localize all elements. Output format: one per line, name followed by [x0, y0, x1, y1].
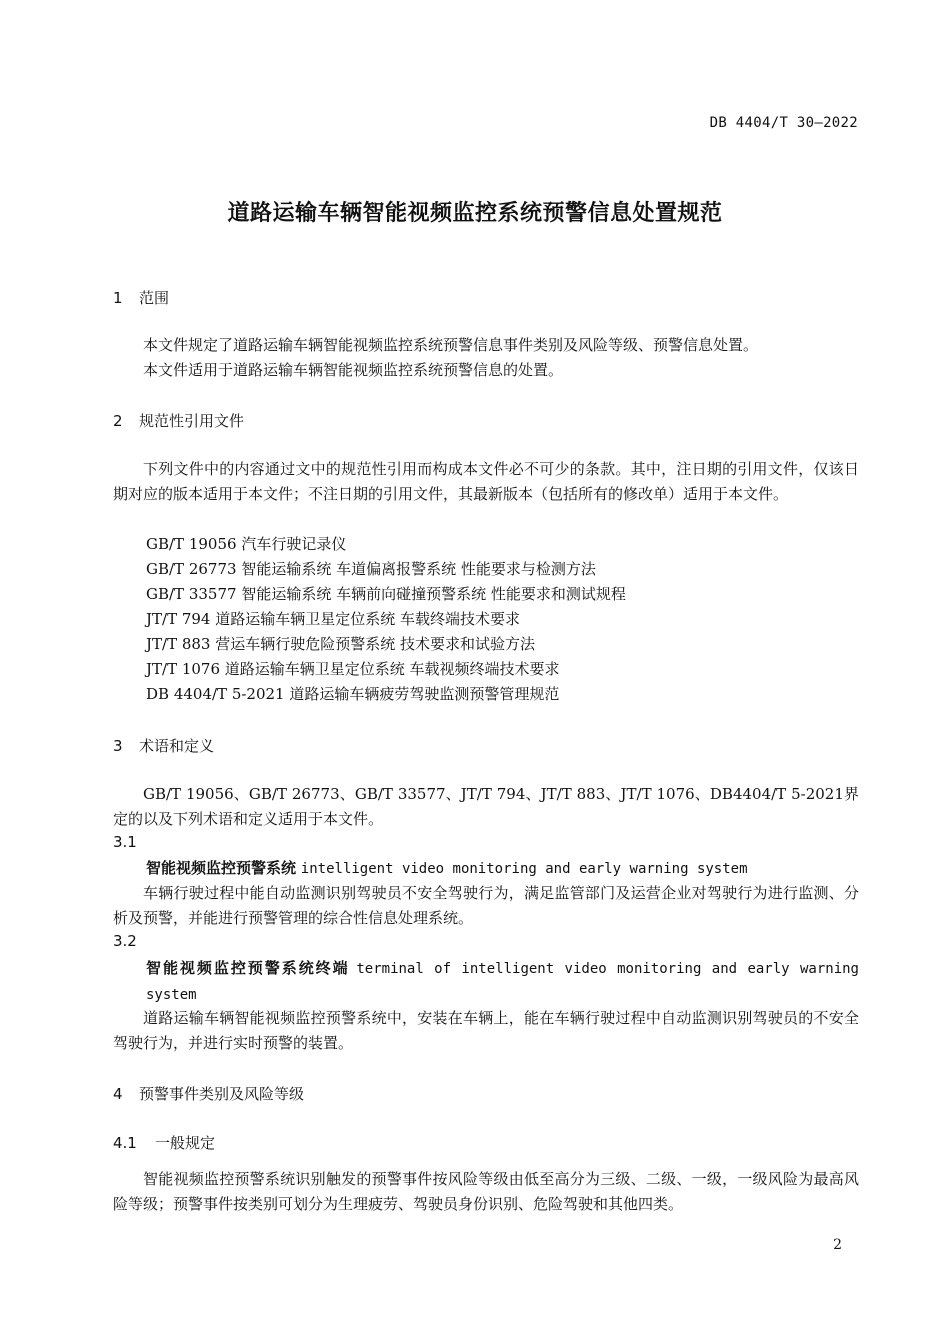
reference-item: DB 4404/T 5-2021 道路运输车辆疲劳驾驶监测预警管理规范	[146, 685, 560, 703]
section-2-heading	[113, 410, 244, 431]
subsection-4-1-heading	[113, 1132, 215, 1153]
term-english: intelligent video monitoring and early warning system	[300, 861, 748, 877]
section-title: 预警事件类别及风险等级	[139, 1085, 305, 1103]
paragraph: 智能视频监控预警系统识别触发的预警事件按风险等级由低至高分为三级、二级、一级，一级风险为最高风险等级；预警事件按类别可划分为生理疲劳、驾驶员身份识别、危险驾驶和其他四类。	[113, 1170, 859, 1213]
section-3-heading	[113, 735, 214, 756]
term-chinese: 智能视频监控预警系统	[146, 859, 297, 877]
paragraph: GB/T 19056、GB/T 26773、GB/T 33577、JT/T 794、JT/T 883、JT/T 1076、DB4404/T 5-2021界定的以及下列术语和定义适用于本文件。	[113, 785, 859, 828]
reference-item: JT/T 883 营运车辆行驶危险预警系统 技术要求和试验方法	[146, 635, 536, 653]
reference-item: JT/T 794 道路运输车辆卫星定位系统 车载终端技术要求	[146, 610, 521, 628]
standard-code: DB 4404/T 30—2022	[709, 115, 858, 131]
paragraph: 本文件规定了道路运输车辆智能视频监控系统预警信息事件类别及风险等级、预警信息处置。	[143, 336, 759, 354]
document-title: 道路运输车辆智能视频监控系统预警信息处置规范	[227, 201, 723, 226]
reference-item: GB/T 19056 汽车行驶记录仪	[146, 535, 347, 553]
paragraph: 下列文件中的内容通过文中的规范性引用而构成本文件必不可少的条款。其中，注日期的引用文件，仅该日期对应的版本适用于本文件；不注日期的引用文件，其最新版本（包括所有的修改单）适用于本文件。	[113, 460, 859, 503]
page-number: 2	[833, 1237, 842, 1253]
section-number: 3	[113, 737, 123, 755]
term-number: 3.1	[113, 833, 137, 851]
term-english: terminal of intelligent video monitoring and early warning system	[146, 961, 859, 1003]
section-4-heading	[113, 1083, 304, 1104]
section-title: 术语和定义	[139, 737, 215, 755]
paragraph: 本文件适用于道路运输车辆智能视频监控系统预警信息的处置。	[143, 361, 564, 379]
reference-item: JT/T 1076 道路运输车辆卫星定位系统 车载视频终端技术要求	[146, 660, 560, 678]
subsection-title: 一般规定	[155, 1134, 216, 1152]
section-number: 4	[113, 1085, 123, 1103]
term-definition: 道路运输车辆智能视频监控预警系统中，安装在车辆上，能在车辆行驶过程中自动监测识别驾驶员的不安全驾驶行为，并进行实时预警的装置。	[113, 1009, 859, 1052]
term-title	[146, 856, 859, 882]
reference-item: GB/T 26773 智能运输系统 车道偏离报警系统 性能要求与检测方法	[146, 560, 596, 578]
term-number: 3.2	[113, 932, 137, 950]
section-number: 1	[113, 289, 123, 307]
section-number: 2	[113, 412, 123, 430]
section-title: 范围	[139, 289, 170, 307]
reference-item: GB/T 33577 智能运输系统 车辆前向碰撞预警系统 性能要求和测试规程	[146, 585, 626, 603]
term-chinese: 智能视频监控预警系统终端	[146, 959, 350, 977]
subsection-number: 4.1	[113, 1134, 137, 1152]
term-title	[146, 956, 859, 1008]
section-1-heading	[113, 287, 169, 308]
section-title: 规范性引用文件	[139, 412, 245, 430]
term-definition: 车辆行驶过程中能自动监测识别驾驶员不安全驾驶行为，满足监管部门及运营企业对驾驶行为进行监测、分析及预警，并能进行预警管理的综合性信息处理系统。	[113, 884, 859, 927]
